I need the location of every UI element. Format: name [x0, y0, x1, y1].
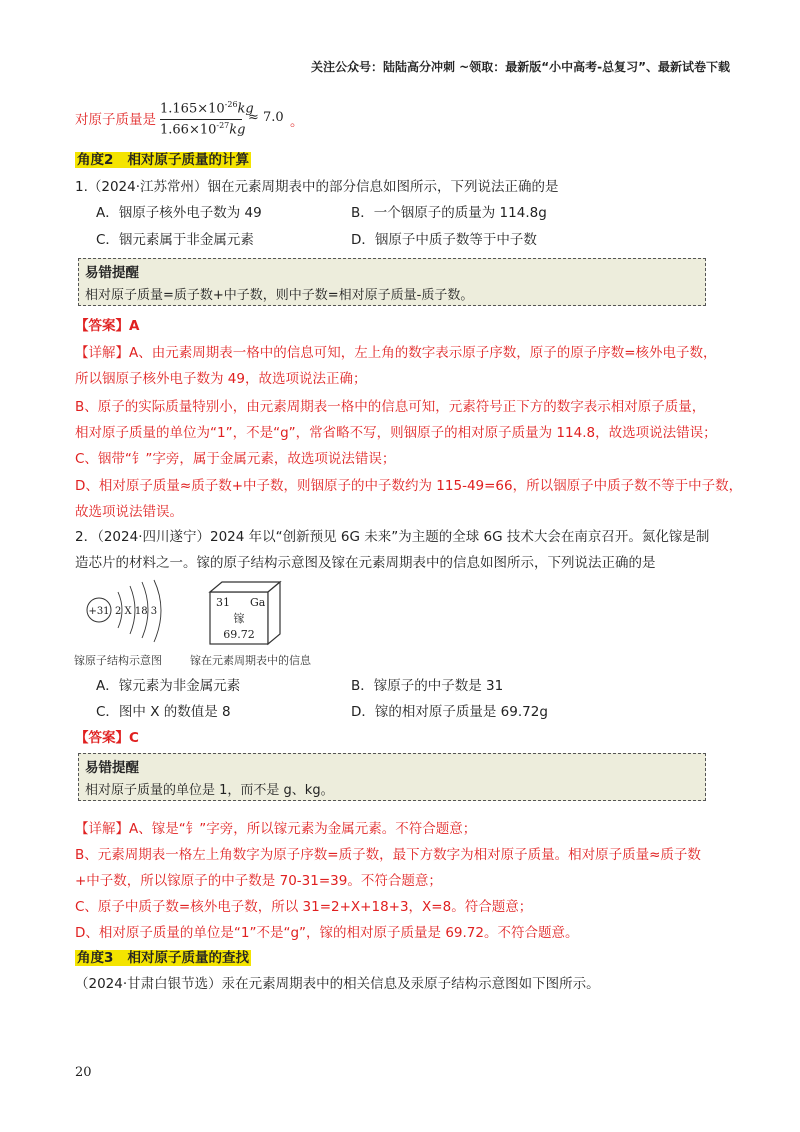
- q2-tip-heading: 易错提醒: [85, 760, 139, 776]
- fraction-numerator: [160, 100, 254, 116]
- atom-diagram-caption: 镓原子结构示意图: [74, 654, 162, 667]
- angle2-heading: [75, 150, 251, 170]
- fraction-denominator: [160, 121, 245, 137]
- q2-option-a: A．镓元素为非金属元素: [96, 678, 241, 694]
- shell-electron-counts: 2 X 18 3: [115, 606, 158, 617]
- page-number: 20: [75, 1065, 92, 1080]
- q1-tip-text: 相对原子质量=质子数+中子数，则中子数=相对原子质量-质子数。: [85, 288, 474, 303]
- formula-result: ≈ 7.0: [248, 110, 284, 125]
- denominator-exponent: -27: [216, 121, 230, 130]
- q1-answer: 【答案】A: [75, 318, 140, 334]
- q1-detail-line: B、原子的实际质量特别小，由元素周期表一格中的信息可知，元素符号正下方的数字表示相对原子质量，: [75, 399, 706, 415]
- fraction-bar: [160, 119, 242, 120]
- cell-element-name: 镓: [233, 612, 245, 625]
- q2-answer: 【答案】C: [75, 730, 139, 746]
- q1-tip-heading: 易错提醒: [85, 265, 139, 281]
- formula-prefix: 对原子质量是: [75, 112, 156, 128]
- q1-detail-line: 相对原子质量的单位为“1”，不是“g”，常省略不写，则铟原子的相对原子质量为 114.8，故选项说法错误；: [75, 425, 717, 441]
- angle3-label: 角度3 相对原子质量的查找: [77, 950, 250, 966]
- numerator-exponent: -26: [224, 100, 238, 109]
- q2-detail-line: 【详解】A、镓是“钅”字旁，所以镓元素为金属元素。不符合题意；: [75, 821, 477, 837]
- q1-option-c: C．铟元素属于非金属元素: [96, 232, 254, 248]
- gallium-element-cell: [208, 580, 284, 646]
- q1-detail-line: C、铟带“钅”字旁，属于金属元素，故选项说法错误；: [75, 451, 396, 467]
- cell-atomic-mass: 69.72: [223, 628, 255, 641]
- angle2-label: 角度2 相对原子质量的计算: [77, 152, 250, 168]
- q1-tip-box: [78, 258, 706, 306]
- denominator-base: 1.66×10: [160, 122, 217, 138]
- q1-option-a: A．铟原子核外电子数为 49: [96, 205, 262, 221]
- gallium-atom-diagram: [82, 578, 182, 648]
- q1-detail-line: 所以铟原子核外电子数为 49，故选项说法正确；: [75, 371, 367, 387]
- q2-stem-line1: 2．（2024·四川遂宁）2024 年以“创新预见 6G 未来”为主题的全球 6G 技术大会在南京召开。氮化镓是制: [75, 529, 710, 545]
- q1-option-b: B．一个铟原子的质量为 114.8g: [351, 205, 547, 221]
- q2-option-d: D．镓的相对原子质量是 69.72g: [351, 704, 548, 720]
- cell-symbol: Ga: [250, 596, 266, 609]
- q2-detail-line: B、元素周期表一格左上角数字为原子序数=质子数，最下方数字为相对原子质量。相对原子质量≈质子数: [75, 847, 701, 863]
- q2-tip-text: 相对原子质量的单位是 1，而不是 g、kg。: [85, 783, 334, 798]
- numerator-base: 1.165×10: [160, 101, 225, 117]
- numerator-unit: kg: [237, 101, 254, 117]
- q2-detail-line: D、相对原子质量的单位是“1”不是“g”，镓的相对原子质量是 69.72。不符合题意。: [75, 925, 579, 941]
- q2-tip-box: [78, 753, 706, 801]
- q2-option-c: C．图中 X 的数值是 8: [96, 704, 231, 720]
- q1-stem: 1.（2024·江苏常州）铟在元素周期表中的部分信息如图所示，下列说法正确的是: [75, 179, 559, 195]
- q1-option-d: D．铟原子中质子数等于中子数: [351, 232, 537, 248]
- nucleus-charge: +31: [88, 606, 110, 617]
- q1-detail-line: 故选项说法错误。: [75, 504, 183, 520]
- angle3-heading: [75, 948, 251, 968]
- q3-stem: （2024·甘肃白银节选）汞在元素周期表中的相关信息及汞原子结构示意图如下图所示。: [75, 976, 600, 992]
- denominator-unit: kg: [229, 122, 246, 138]
- q2-detail-line: +中子数，所以镓原子的中子数是 70-31=39。不符合题意；: [75, 873, 442, 889]
- cell-side: [268, 582, 280, 644]
- formula-end: 。: [290, 114, 304, 130]
- q2-detail-line: C、原子中质子数=核外电子数，所以 31=2+X+18+3，X=8。符合题意；: [75, 899, 533, 915]
- q2-stem-line2: 造芯片的材料之一。镓的原子结构示意图及镓在元素周期表中的信息如图所示，下列说法正确的是: [75, 555, 656, 571]
- q1-detail-line: 【详解】A、由元素周期表一格中的信息可知，左上角的数字表示原子序数，原子的原子序数=核外电子数，: [75, 345, 717, 361]
- q2-option-b: B．镓原子的中子数是 31: [351, 678, 504, 694]
- cell-atomic-number: 31: [216, 596, 230, 609]
- page-header: 关注公众号：陆陆高分冲刺 ~领取：最新版“小中高考-总复习”、最新试卷下载: [311, 60, 730, 74]
- element-cell-caption: 镓在元素周期表中的信息: [190, 654, 311, 667]
- q1-detail-line: D、相对原子质量≈质子数+中子数，则铟原子的中子数约为 115-49=66，所以铟原子中质子数不等于中子数，: [75, 478, 743, 494]
